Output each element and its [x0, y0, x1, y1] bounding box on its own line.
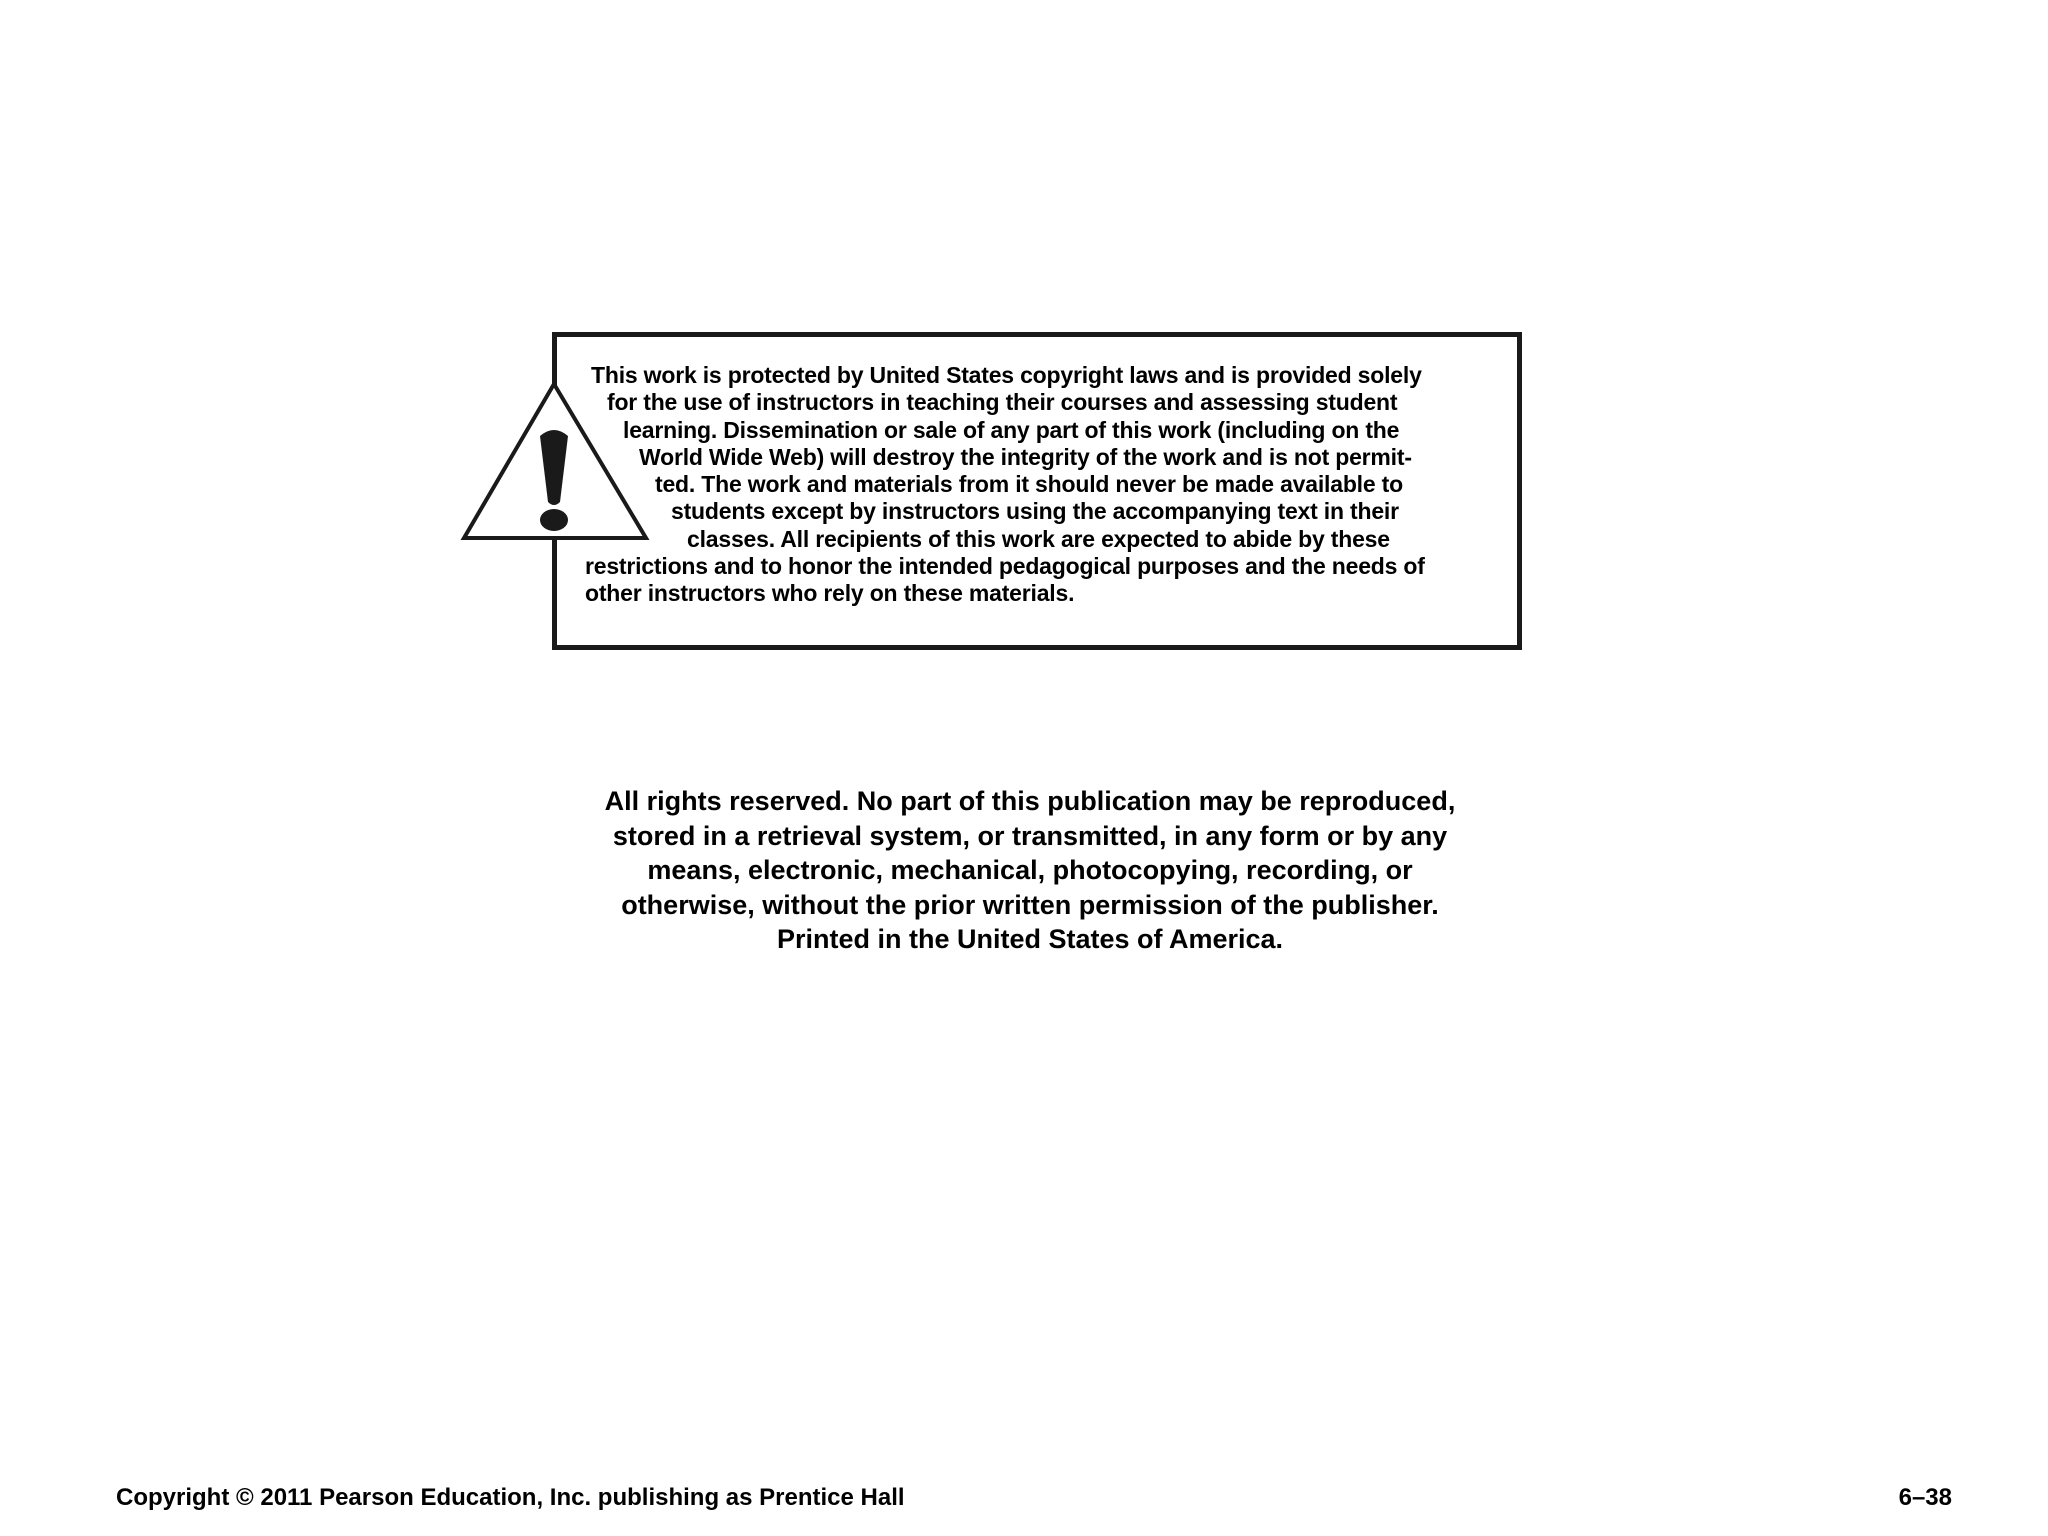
copyright-warning-notice: [460, 332, 1520, 650]
notice-line: other instructors who rely on these materials.: [585, 580, 1075, 607]
notice-line: for the use of instructors in teaching their courses and assessing student: [607, 389, 1398, 416]
rights-line: All rights reserved. No part of this publication may be reproduced,: [604, 786, 1456, 816]
notice-line: This work is protected by United States copyright laws and is provided solely: [591, 362, 1422, 388]
notice-line: World Wide Web) will destroy the integrity of the work and is not permit-: [639, 443, 1412, 470]
rights-reserved-statement: [480, 784, 1580, 957]
footer-copyright: Copyright © 2011 Pearson Education, Inc. publishing as Prentice Hall: [116, 1484, 905, 1511]
notice-text: [460, 362, 1520, 608]
rights-line: otherwise, without the prior written permission of the publisher.: [621, 889, 1439, 920]
rights-line: means, electronic, mechanical, photocopying, recording, or: [647, 855, 1413, 886]
notice-line: classes. All recipients of this work are expected to abide by these: [687, 525, 1390, 552]
page-number: 6–38: [1898, 1484, 1952, 1511]
rights-line: stored in a retrieval system, or transmitted, in any form or by any: [612, 820, 1448, 851]
rights-line: Printed in the United States of America.: [776, 924, 1284, 955]
notice-line: restrictions and to honor the intended pedagogical purposes and the needs of: [585, 553, 1425, 580]
notice-line: learning. Dissemination or sale of any part of this work (including on the: [623, 416, 1400, 443]
notice-line: students except by instructors using the accompanying text in their: [671, 498, 1399, 525]
notice-line: ted. The work and materials from it should never be made available to: [655, 471, 1403, 498]
